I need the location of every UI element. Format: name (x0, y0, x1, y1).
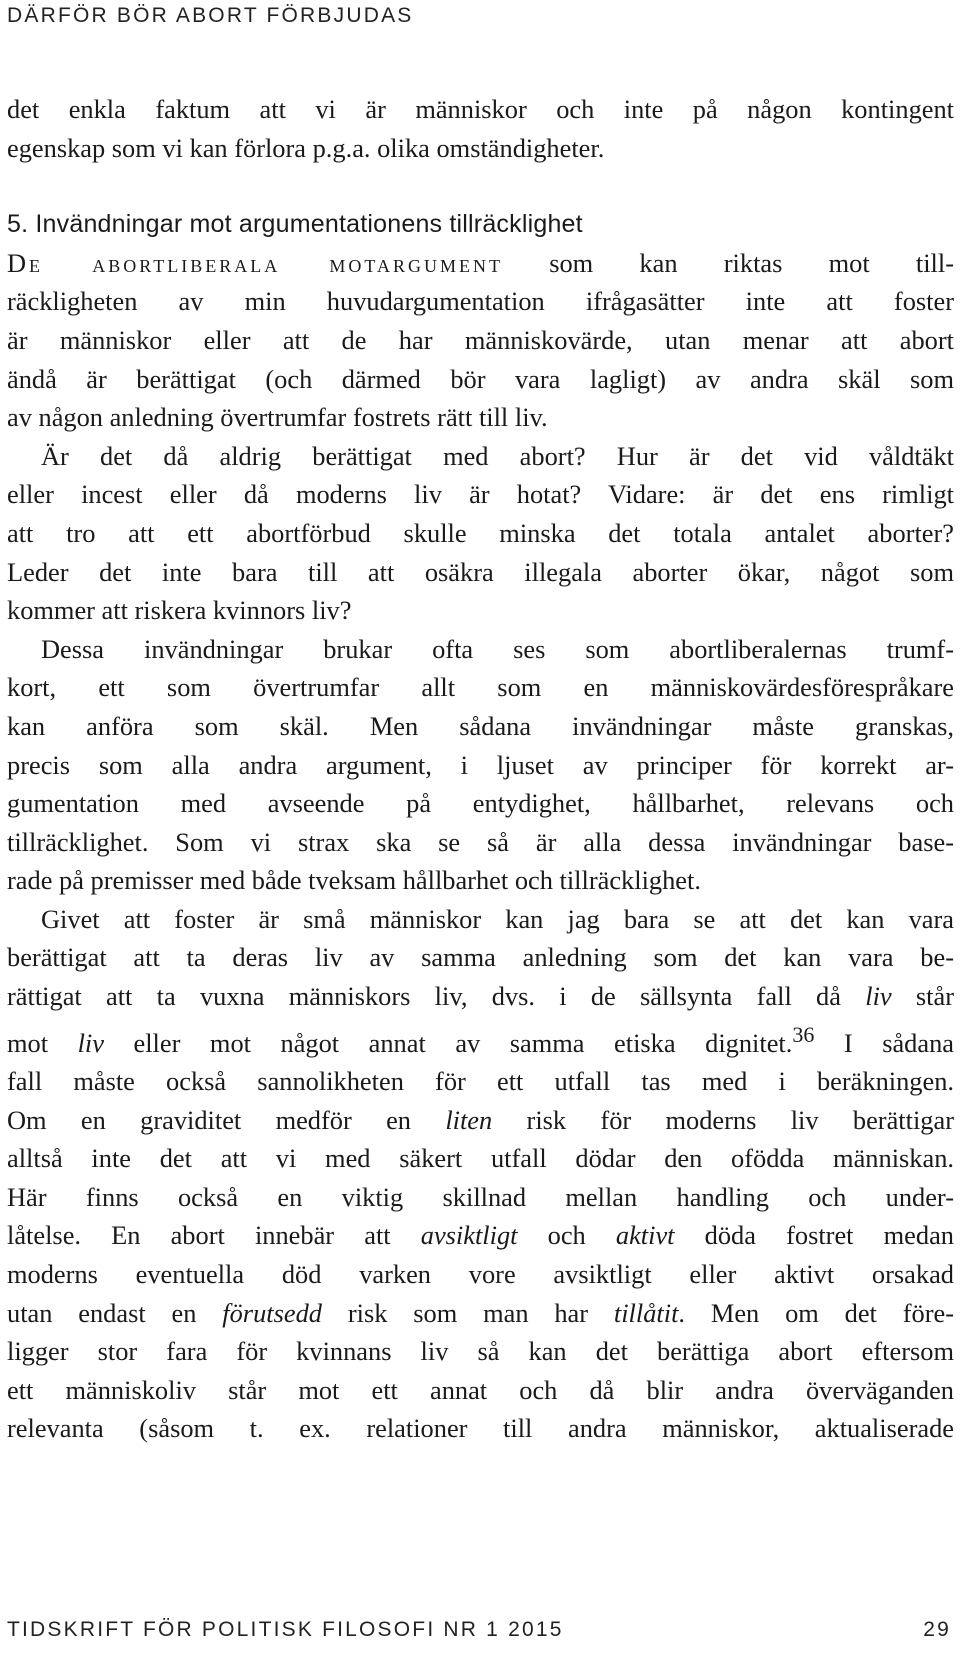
page-number: 29 (923, 1618, 951, 1641)
text-line: egenskap som vi kan förlora p.g.a. olika omständigheter. (7, 132, 605, 163)
text-line: Här finns också en viktig skillnad mellan handling och under- (7, 1181, 954, 1212)
text-fragment: risk för moderns liv berättigar (492, 1104, 954, 1135)
text-line (7, 1101, 954, 1140)
lead-in-small-caps: De abortliberala motargument (7, 247, 503, 278)
text-line: kort, ett som övertrumfar allt som en människovärdesförespråkare (7, 672, 954, 703)
text-line: tillräcklighet. Som vi strax ska se så är alla dessa invändningar base- (7, 826, 954, 857)
text-fragment: risk som man har (321, 1297, 614, 1328)
italic-emphasis: liv (77, 1027, 104, 1058)
text-line: kommer att riskera kvinnors liv? (7, 595, 352, 626)
text-line: Dessa invändningar brukar ofta ses som abortliberalernas trumf- (41, 633, 954, 664)
text-line: fall måste också sannolikheten för ett utfall tas med i beräkningen. (7, 1066, 954, 1097)
page-footer (7, 1618, 951, 1642)
text-line (7, 244, 954, 283)
text-line: eller incest eller då moderns liv är hotat? Vidare: är det ens rimligt (7, 479, 954, 510)
paragraph-gap (7, 167, 954, 205)
text-line: gumentation med avseende på entydighet, hållbarhet, relevans och (7, 788, 954, 819)
italic-emphasis: liv (865, 981, 892, 1012)
text-line: relevanta (såsom t. ex. relationer till andra människor, aktualiserade (7, 1413, 954, 1444)
text-fragment: och (517, 1220, 616, 1251)
journal-title: TIDSKRIFT FÖR POLITISK FILOSOFI NR 1 2015 (7, 1618, 564, 1641)
text-line: precis som alla andra argument, i ljuset av principer för korrekt ar- (7, 749, 954, 780)
text-fragment: döda fostret medan (674, 1220, 954, 1251)
italic-emphasis: förutsedd (222, 1297, 322, 1328)
text-fragment: som kan riktas mot till- (502, 247, 955, 278)
text-line: att tro att ett abortförbud skulle minska det totala antalet aborter? (7, 517, 954, 548)
text-line: ligger stor fara för kvinnans liv så kan det berättiga abort eftersom (7, 1336, 954, 1367)
text-fragment: Om en graviditet medför en (7, 1104, 446, 1135)
text-line (7, 1294, 954, 1333)
text-fragment: eller mot något annat av samma etiska dignitet. (103, 1027, 793, 1058)
text-line: berättigat att ta deras liv av samma anledning som det kan vara be- (7, 942, 954, 973)
text-line: moderns eventuella död varken vore avsiktligt eller aktivt orsakad (7, 1259, 954, 1290)
text-fragment: mot (7, 1027, 78, 1058)
text-line: ett människoliv står mot ett annat och då blir andra överväganden (7, 1374, 954, 1405)
text-line (7, 1016, 954, 1062)
italic-emphasis: aktivt (615, 1220, 675, 1251)
text-line: kan anföra som skäl. Men sådana invändningar måste granskas, (7, 710, 954, 741)
text-line (7, 977, 954, 1016)
text-line: Är det då aldrig berättigat med abort? Hur är det vid våldtäkt (41, 440, 954, 471)
text-line: Givet att foster är små människor kan jag bara se att det kan vara (41, 903, 954, 934)
running-head: DÄRFÖR BÖR ABORT FÖRBJUDAS (7, 4, 414, 27)
text-line: räckligheten av min huvudargumentation ifrågasätter inte att foster (7, 286, 954, 317)
text-line: av någon anledning övertrumfar fostrets rätt till liv. (7, 402, 548, 433)
text-line: det enkla faktum att vi är människor och inte på någon kontingent (7, 94, 954, 124)
text-line: rade på premisser med både tveksam hållbarhet och tillräcklighet. (7, 865, 701, 896)
section-heading: 5. Invändningar mot argumentationens tillräcklighet (7, 210, 583, 239)
text-fragment: . Men om det före- (678, 1297, 954, 1328)
text-line (7, 1216, 954, 1255)
text-line: ändå är berättigat (och därmed bör vara lagligt) av andra skäl som (7, 363, 954, 394)
body-text (7, 90, 954, 1448)
text-fragment: rättigat att ta vuxna människors liv, dvs. i de sällsynta fall då (7, 981, 866, 1012)
italic-emphasis: liten (445, 1104, 493, 1135)
text-fragment: står (891, 981, 954, 1012)
footnote-marker[interactable]: 36 (792, 1021, 815, 1047)
text-line: alltså inte det att vi med säkert utfall dödar den ofödda människan. (7, 1143, 954, 1174)
italic-emphasis: tillåtit (613, 1297, 679, 1328)
text-fragment: utan endast en (7, 1297, 223, 1328)
text-fragment: I sådana (814, 1027, 954, 1058)
italic-emphasis: avsiktligt (420, 1220, 518, 1251)
text-line: är människor eller att de har människovärde, utan menar att abort (7, 324, 954, 355)
text-fragment: låtelse. En abort innebär att (7, 1220, 421, 1251)
text-line: Leder det inte bara till att osäkra illegala aborter ökar, något som (7, 556, 954, 587)
